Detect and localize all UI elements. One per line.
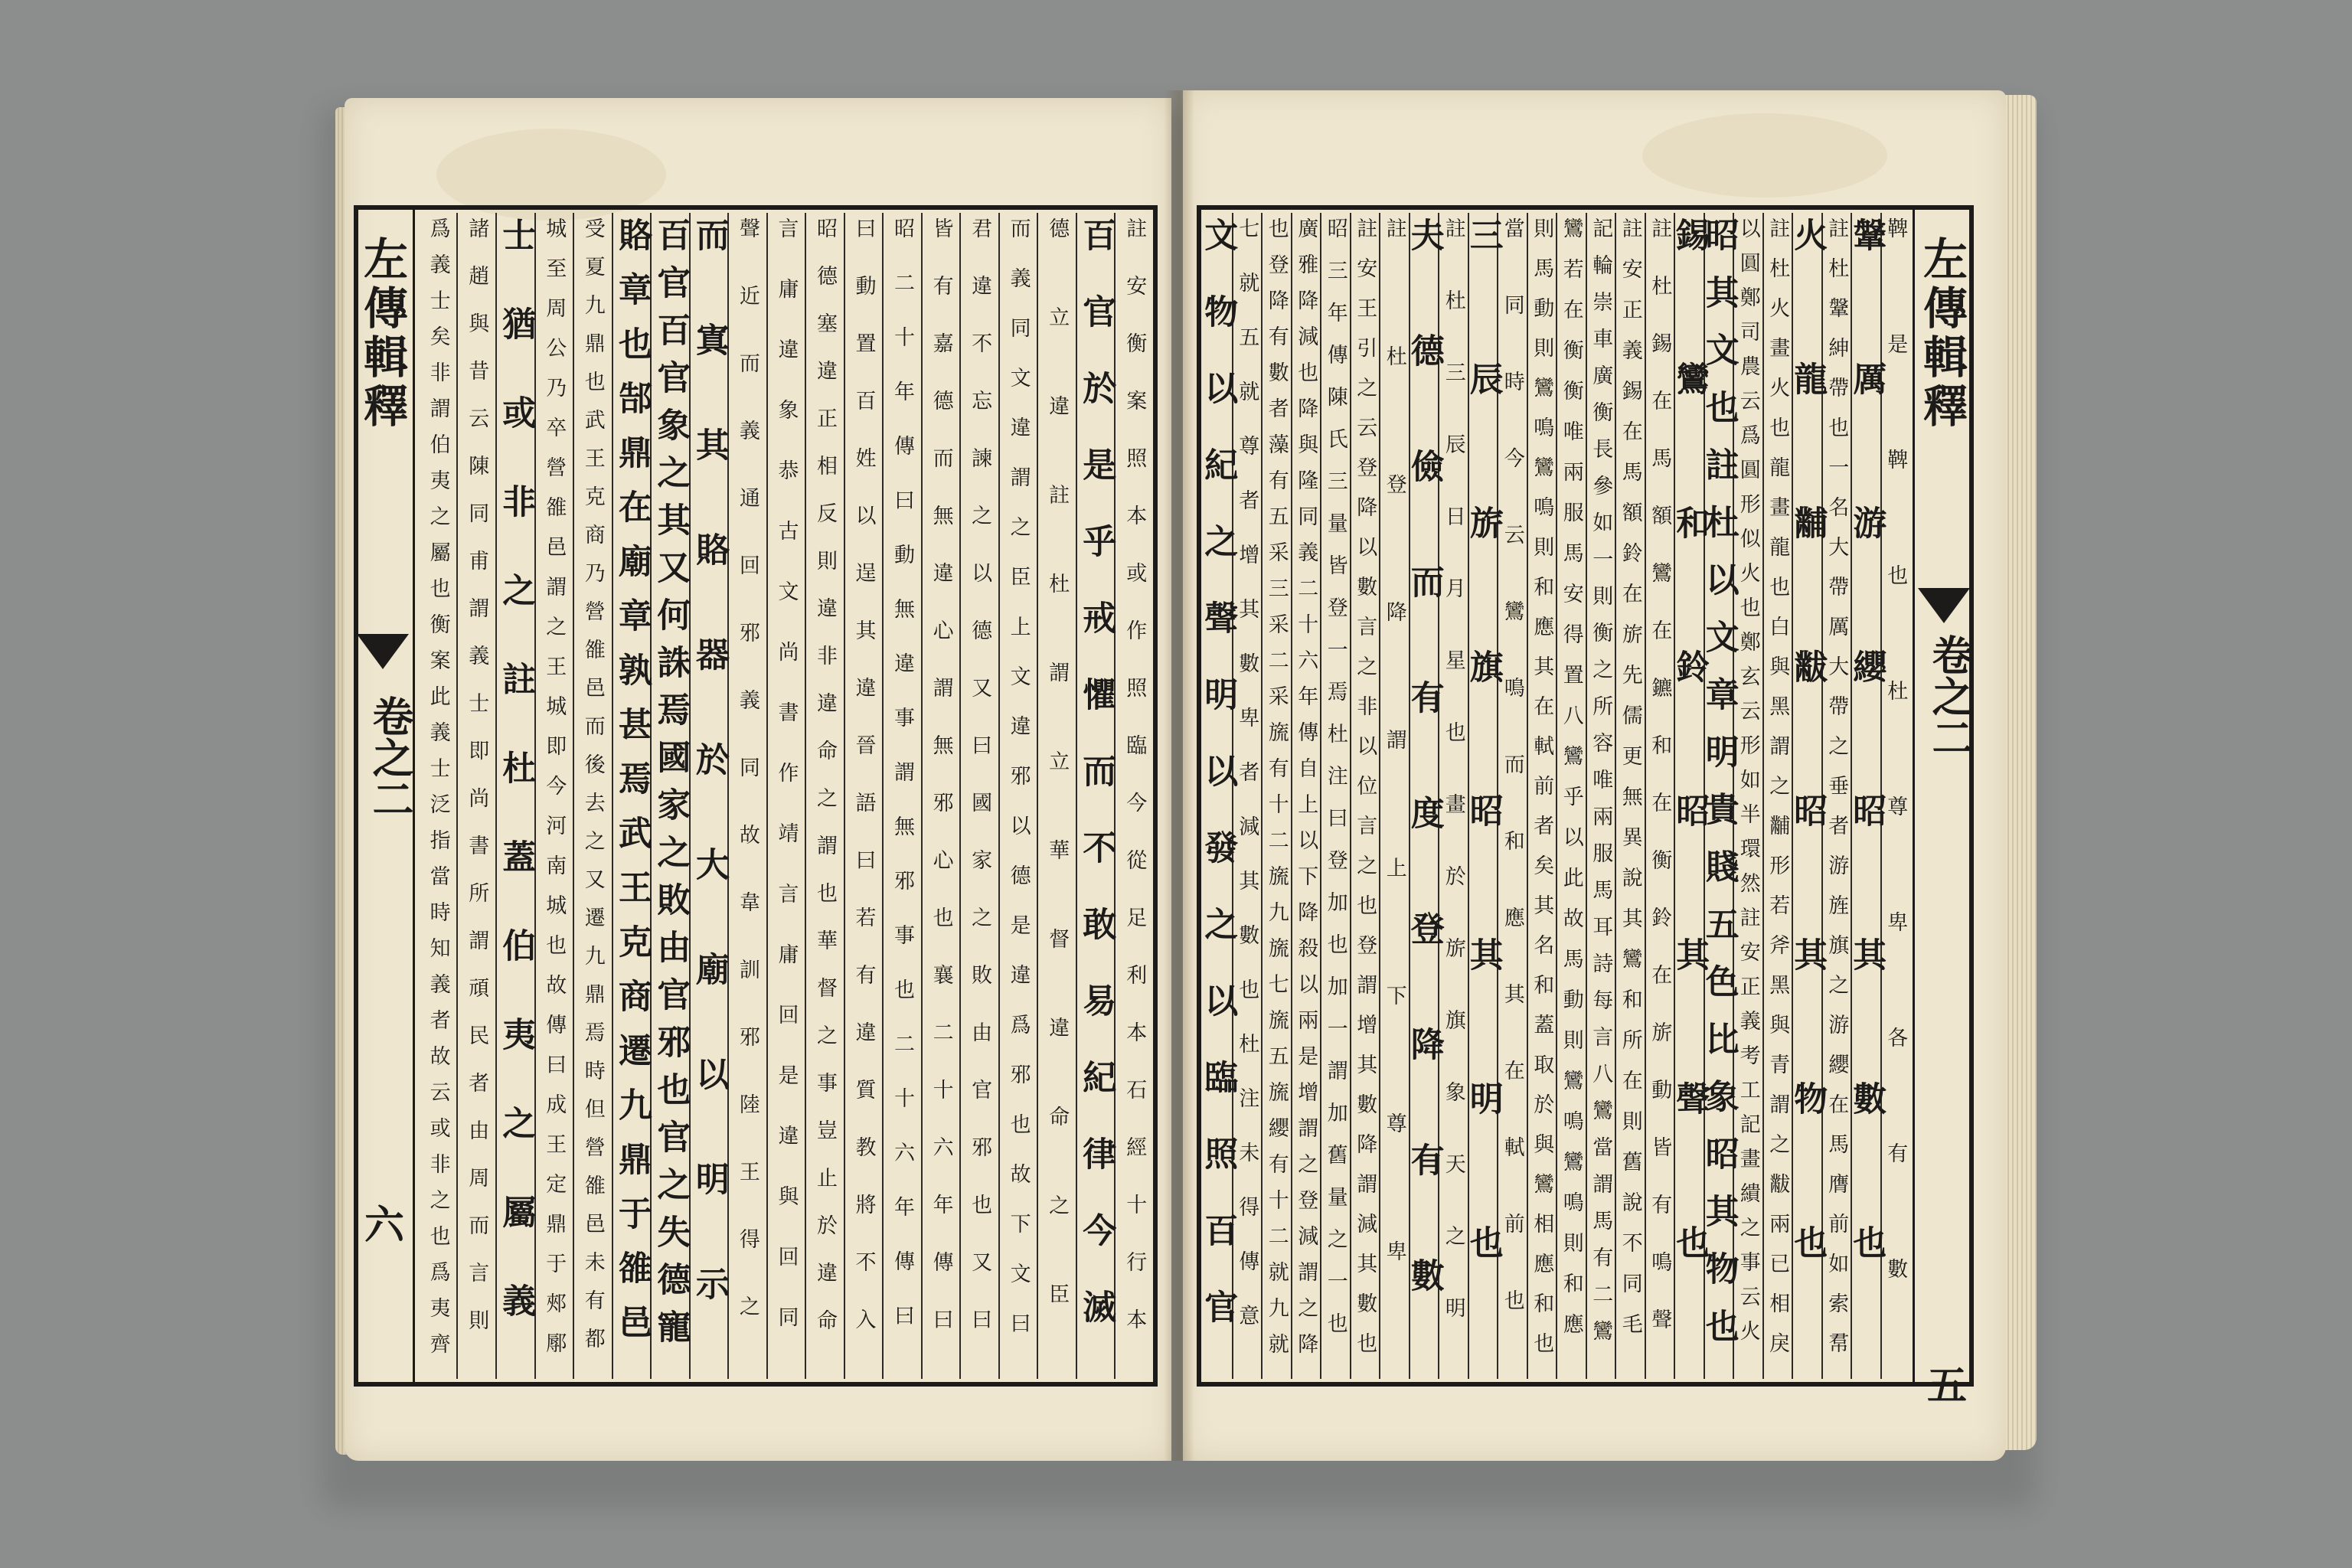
column-text: 爲義士矣非謂伯夷之屬也衡案此義士泛指當時知義者故云或非之也爲夷齊	[426, 217, 450, 1369]
column-text: 諸趙與昔云陳同甫謂義士即尚書所謂頑民者由周而言則	[465, 217, 489, 1357]
right-page-columns	[1198, 213, 1909, 1379]
text-column	[1615, 213, 1645, 1379]
column-text: 以圓鄭司農云爲圓形似火也鄭玄云形如半環然註安正義考工記畫繢之事云火	[1736, 217, 1760, 1354]
column-text: 記輪崇車廣衡長參如一則衡之所容唯兩服馬耳詩每言八鸞當謂馬有二鸞	[1589, 217, 1613, 1357]
column-text: 則馬動則鸞鳴鸞鳴則和應其在軾前者矣其名和蓋取於與鸞相應和也	[1530, 217, 1554, 1372]
right-banxin-juan: 卷之二	[1926, 634, 1975, 758]
left-folio-number: 六	[364, 1202, 405, 1249]
text-column	[959, 213, 998, 1379]
column-text: 城至周公乃卒營雒邑謂之王城即今河南城也故傳曰成王定鼎于郟鄏	[542, 217, 567, 1372]
right-folio-number: 五	[1927, 1363, 1968, 1410]
left-banxin-title: 左傳輯釋	[356, 236, 408, 432]
text-column	[1847, 213, 1886, 1379]
column-text: 百官百官象之其又何誅焉國家之敗由官邪也官之失德寵	[651, 217, 691, 1357]
column-text: 百官於是乎戒懼而不敢易紀律今滅	[1076, 217, 1116, 1366]
column-text: 而義同文違謂之臣上文違邪以德是違爲邪也故下文曰	[1006, 217, 1031, 1362]
text-column	[1261, 213, 1291, 1379]
column-text: 當同時今云鸞鳴而和應其在軾前也	[1500, 217, 1524, 1366]
text-column	[727, 213, 766, 1379]
text-column	[495, 213, 534, 1379]
column-text: 鸞若在衡衡唯兩服馬安得置八鸞乎以此故馬動則鸞鳴鸞鳴則和應	[1559, 217, 1583, 1354]
text-column	[882, 213, 921, 1379]
text-column	[1350, 213, 1380, 1379]
fishtail-mark	[1918, 588, 1970, 623]
column-text: 昭德塞違正相反則違非違命之謂也華督之事豈止於違命	[812, 217, 837, 1357]
text-column	[844, 213, 883, 1379]
column-text: 註安王引之云登降以數言之非以位言之也登謂增其數降謂減其數也	[1353, 217, 1377, 1372]
text-column	[1762, 213, 1792, 1379]
paper-stain	[1642, 113, 1887, 198]
column-text: 註安衡案照本或作照臨今從足利本石經十行本	[1122, 217, 1147, 1366]
column-text: 火龍黼黻昭其物也	[1788, 217, 1828, 1369]
text-column	[921, 213, 960, 1379]
column-text: 夫德儉而有度登降有數	[1404, 217, 1444, 1374]
column-text: 昭二十年傳曰動無違事謂無邪事也二十六年傳曰	[890, 217, 915, 1359]
text-column	[573, 213, 612, 1379]
column-text: 註杜登降謂上下尊卑	[1382, 217, 1406, 1368]
column-text: 註安正義錫在馬額鈴在旂先儒更無異說其鸞和所在則舊說不同毛	[1618, 217, 1642, 1354]
text-column	[1291, 213, 1321, 1379]
column-text: 士猶或非之註杜蓋伯夷之屬義	[496, 217, 536, 1372]
left-banxin-juan: 卷之二	[366, 695, 415, 819]
text-column	[1379, 213, 1409, 1379]
book-gutter	[1164, 90, 1194, 1461]
column-text: 皆有嘉德而無違心謂無邪心也襄二十六年傳曰	[929, 217, 953, 1366]
column-text: 鞞是鞞也杜尊卑各有數	[1883, 217, 1908, 1374]
text-column	[805, 213, 844, 1379]
column-text: 言庸違象恭古文尚書作靖言庸回是違與回同	[774, 217, 799, 1367]
text-column	[650, 213, 689, 1379]
column-text: 受夏九鼎也武王克商乃營雒邑而後去之又遷九鼎焉時但營雒邑未有都	[580, 217, 605, 1366]
column-text: 而寘其賂器於大廟以明示	[689, 217, 729, 1371]
left-page-banxin	[354, 205, 415, 1387]
text-column	[998, 213, 1037, 1379]
column-text: 註杜鞶紳帶也一名大帶厲大帶之垂者游旌旗之游纓在馬膺前如索帬	[1824, 217, 1849, 1372]
text-column	[1586, 213, 1615, 1379]
column-text: 君違不忘諫之以德又曰國家之敗由官邪也又曰	[968, 217, 992, 1366]
text-column	[420, 213, 457, 1379]
column-text: 註杜三辰日月星也畫於旂旗象天之明	[1441, 217, 1465, 1369]
text-column	[1404, 213, 1444, 1379]
column-text: 賂章也郜鼎在廟章孰甚焉武王克商遷九鼎于雒邑	[612, 217, 652, 1359]
text-column	[1527, 213, 1557, 1379]
column-text: 曰動置百姓以逞其違晉語曰若有違質教將不入	[851, 217, 876, 1366]
text-column	[1037, 213, 1076, 1379]
column-text: 文物以紀之聲明以發之以臨照百官	[1198, 217, 1238, 1366]
right-page-banxin	[1913, 205, 1975, 1410]
text-column	[689, 213, 728, 1379]
text-column	[1198, 213, 1238, 1379]
fishtail-mark	[357, 634, 409, 669]
text-column	[1670, 213, 1710, 1379]
left-page-columns	[420, 213, 1153, 1379]
right-banxin-title: 左傳輯釋	[1916, 236, 1968, 432]
text-column	[766, 213, 805, 1379]
column-text: 三辰旂旗昭其明也	[1463, 217, 1503, 1369]
text-column	[1320, 213, 1350, 1379]
column-text: 聲近而義通回邪義同故韋訓邪陸王得之	[735, 217, 760, 1363]
text-column	[1076, 213, 1115, 1379]
text-column	[1645, 213, 1674, 1379]
column-text: 昭三年傳陳氏三量皆登一焉杜注曰登加也加一謂加舊量之一也	[1323, 217, 1348, 1354]
text-column	[1556, 213, 1586, 1379]
column-text: 註杜錫在馬額鸞在鑣和在衡鈴在旂動皆有鳴聲	[1648, 217, 1672, 1366]
text-column	[612, 213, 651, 1379]
text-column	[1114, 213, 1153, 1379]
text-column	[1463, 213, 1503, 1379]
column-text: 也登降有數者藻有五采三采二采旒有十二旒九旒七旒五旒纓有十二就九就	[1264, 217, 1289, 1369]
column-text: 鞶厲游纓昭其數也	[1847, 217, 1886, 1369]
column-text: 昭其文也註杜以文章明貴賤五色比象昭其物也	[1699, 217, 1739, 1366]
text-column	[534, 213, 573, 1379]
column-text: 七就五就尊者增其數卑者減其數也杜注未得傳意	[1235, 217, 1259, 1359]
text-column	[1788, 213, 1828, 1379]
column-text: 德立違註杜謂立華督違命之臣	[1045, 217, 1070, 1372]
column-text: 廣雅降減也降與隆同義二十六年傳自上以下降殺以兩是增謂之登減謂之降	[1294, 217, 1318, 1369]
column-text: 註杜火畫火也龍畫龍也白與黑謂之黼形若斧黑與青謂之黻兩已相戾	[1766, 217, 1790, 1372]
text-column	[456, 213, 495, 1379]
column-text: 錫鸞和鈴昭其聲也	[1670, 217, 1710, 1369]
